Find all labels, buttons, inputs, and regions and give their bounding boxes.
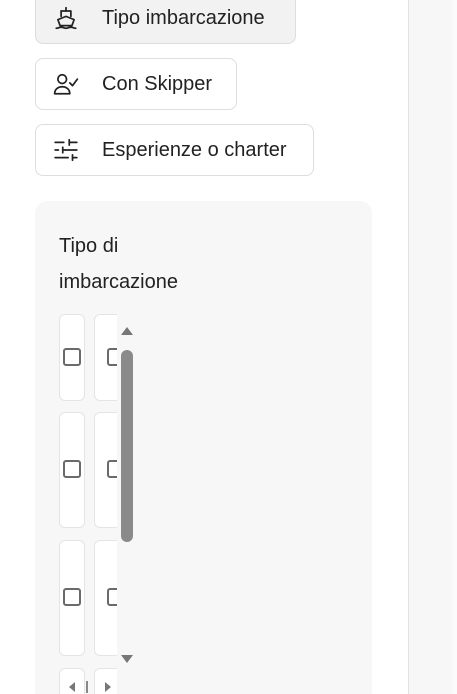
scroll-up-arrow-icon[interactable] [120, 326, 134, 336]
option-checkbox[interactable] [63, 460, 81, 478]
results-area-edge [453, 0, 457, 694]
boat-type-options-list[interactable] [59, 314, 117, 694]
option-checkbox[interactable] [63, 588, 81, 606]
option-card[interactable] [59, 314, 85, 401]
vertical-scrollbar[interactable] [117, 321, 138, 671]
skipper-filter-label: Con Skipper [102, 72, 213, 95]
boat-icon [53, 5, 79, 31]
boat-type-filter-label: Tipo imbarcazione [102, 6, 265, 29]
boat-type-panel [35, 201, 372, 694]
option-checkbox[interactable] [107, 588, 117, 606]
option-checkbox[interactable] [107, 348, 117, 366]
skipper-filter-button[interactable] [35, 58, 237, 110]
experiences-filter-button[interactable] [35, 124, 314, 176]
option-card[interactable] [94, 314, 117, 401]
horizontal-scrollbar-thumb[interactable] [86, 681, 88, 693]
experiences-filter-label: Esperienze o charter [102, 138, 287, 161]
person-check-icon [53, 71, 79, 97]
scroll-down-arrow-icon[interactable] [120, 654, 134, 664]
horizontal-scrollbar[interactable] [65, 680, 115, 694]
scrollbar-thumb[interactable] [121, 350, 133, 542]
option-card[interactable] [94, 412, 117, 528]
option-card[interactable] [59, 412, 85, 528]
sliders-icon [53, 137, 79, 163]
scroll-right-arrow-icon[interactable] [105, 682, 111, 692]
results-area [409, 0, 457, 694]
scroll-left-arrow-icon[interactable] [69, 682, 75, 692]
option-card[interactable] [94, 540, 117, 656]
option-checkbox[interactable] [107, 460, 117, 478]
panel-title: Tipo di imbarcazione [59, 235, 178, 293]
option-checkbox[interactable] [63, 348, 81, 366]
option-card[interactable] [59, 540, 85, 656]
boat-type-filter-button[interactable] [35, 0, 296, 44]
